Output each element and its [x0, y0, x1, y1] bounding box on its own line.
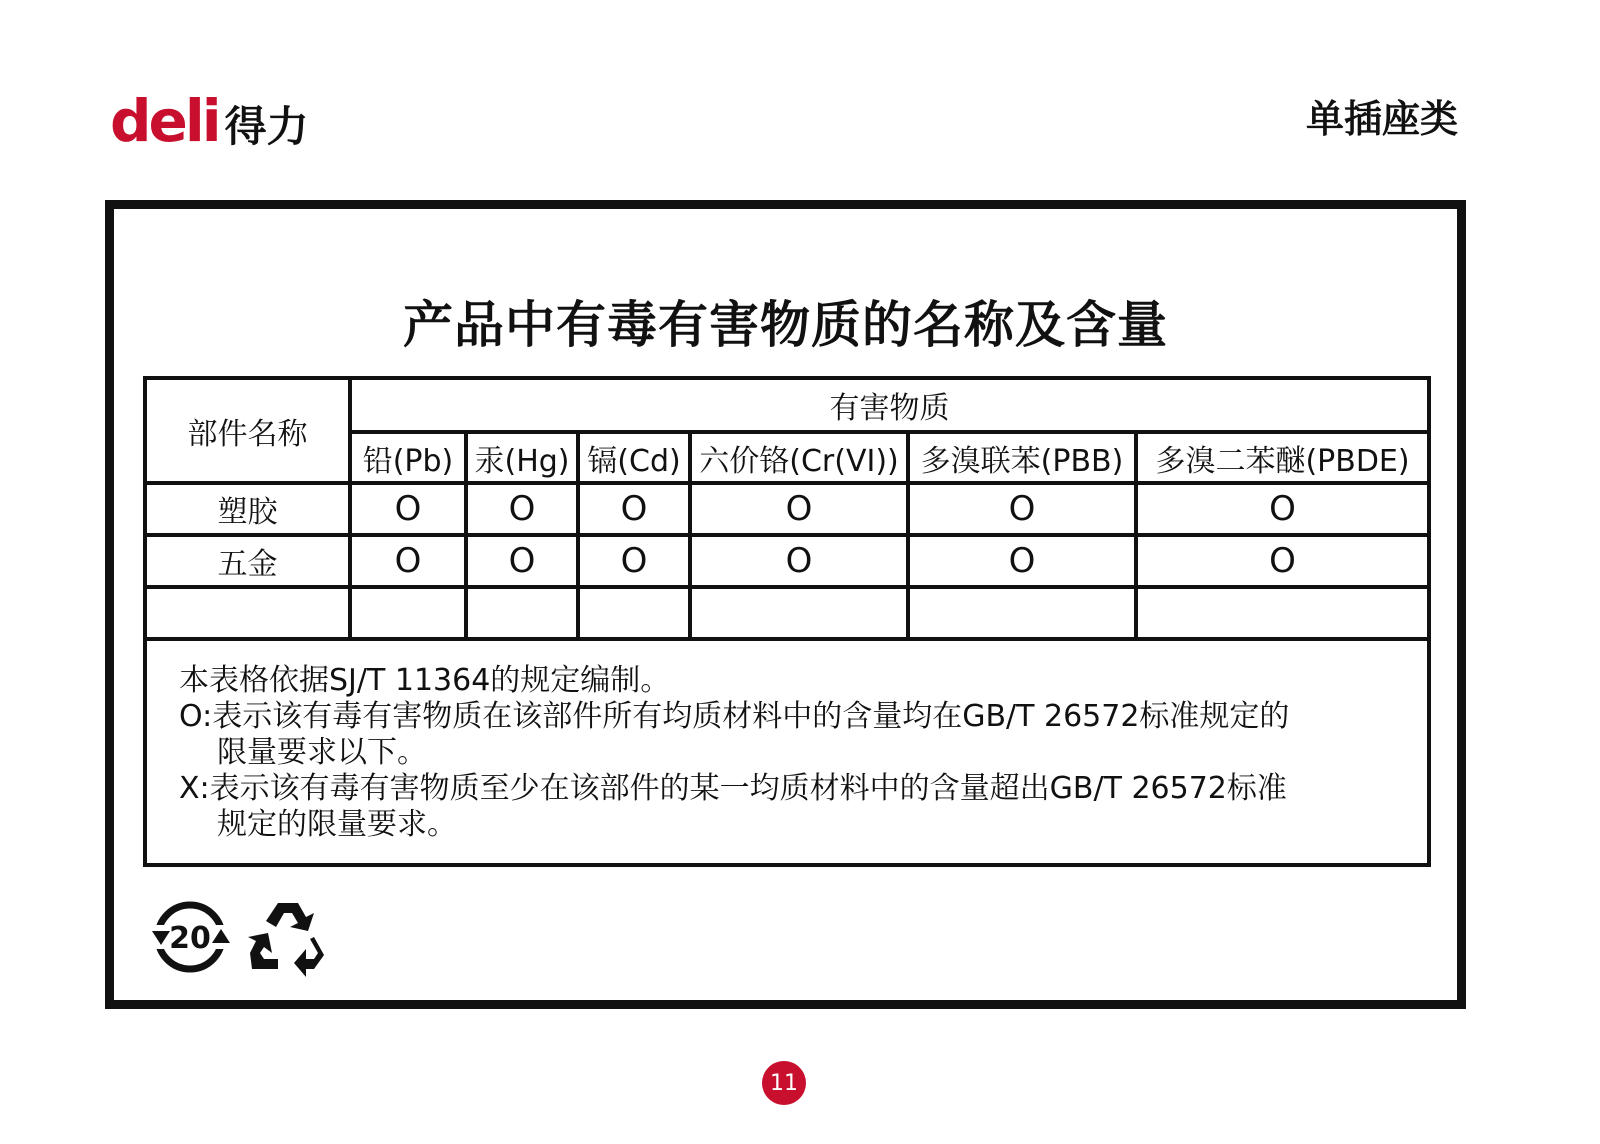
table-notes	[145, 639, 1429, 865]
note-o-definition: O:表示该有毒有害物质在该部件所有均质材料中的含量均在GB/T 26572标准规定的	[179, 699, 1290, 734]
document-title: 产品中有毒有害物质的名称及含量	[403, 296, 1168, 354]
table-row	[145, 483, 1429, 535]
value-cell: O	[350, 535, 466, 587]
note-basis: 本表格依据SJ/T 11364的规定编制。	[179, 663, 671, 698]
table-row-empty	[145, 587, 1429, 639]
substance-header-cr6: 六价铬(Cr(VI))	[690, 432, 908, 483]
logo-chinese-text: 得力	[224, 102, 309, 151]
logo-latin-text: deli	[110, 87, 219, 155]
value-cell	[1136, 587, 1429, 639]
value-cell: O	[690, 483, 908, 535]
part-name-cell	[145, 587, 350, 639]
table-row	[145, 535, 1429, 587]
part-name-cell: 五金	[145, 535, 350, 587]
environment-friendly-use-period-icon	[150, 897, 234, 977]
note-x-definition-cont: 规定的限量要求。	[217, 807, 457, 842]
value-cell: O	[908, 535, 1136, 587]
value-cell	[690, 587, 908, 639]
recycle-icon	[248, 897, 328, 977]
value-cell: O	[690, 535, 908, 587]
value-cell: O	[1136, 483, 1429, 535]
compliance-symbols	[150, 897, 328, 977]
value-cell	[578, 587, 690, 639]
value-cell: O	[350, 483, 466, 535]
substance-header-cd: 镉(Cd)	[578, 432, 690, 483]
page-number-badge: 11	[762, 1061, 806, 1105]
value-cell: O	[908, 483, 1136, 535]
note-o-definition-cont: 限量要求以下。	[217, 735, 427, 770]
value-cell	[908, 587, 1136, 639]
substance-header-pb: 铅(Pb)	[350, 432, 466, 483]
substance-header-pbde: 多溴二苯醚(PBDE)	[1136, 432, 1429, 483]
efup-years-label: 20	[169, 921, 211, 956]
hazardous-substance-table	[143, 376, 1431, 867]
note-x-definition: X:表示该有毒有害物质至少在该部件的某一均质材料中的含量超出GB/T 26572标准	[179, 771, 1287, 806]
hazard-header: 有害物质	[350, 378, 1429, 432]
value-cell: O	[1136, 535, 1429, 587]
brand-logo	[110, 87, 309, 155]
substance-header-pbb: 多溴联苯(PBB)	[908, 432, 1136, 483]
content-frame	[105, 200, 1466, 1009]
value-cell: O	[578, 535, 690, 587]
value-cell	[350, 587, 466, 639]
substance-header-hg: 汞(Hg)	[466, 432, 578, 483]
part-name-cell: 塑胶	[145, 483, 350, 535]
value-cell: O	[466, 483, 578, 535]
section-title: 单插座类	[1305, 97, 1458, 141]
part-name-header: 部件名称	[145, 378, 350, 483]
value-cell: O	[578, 483, 690, 535]
value-cell: O	[466, 535, 578, 587]
value-cell	[466, 587, 578, 639]
